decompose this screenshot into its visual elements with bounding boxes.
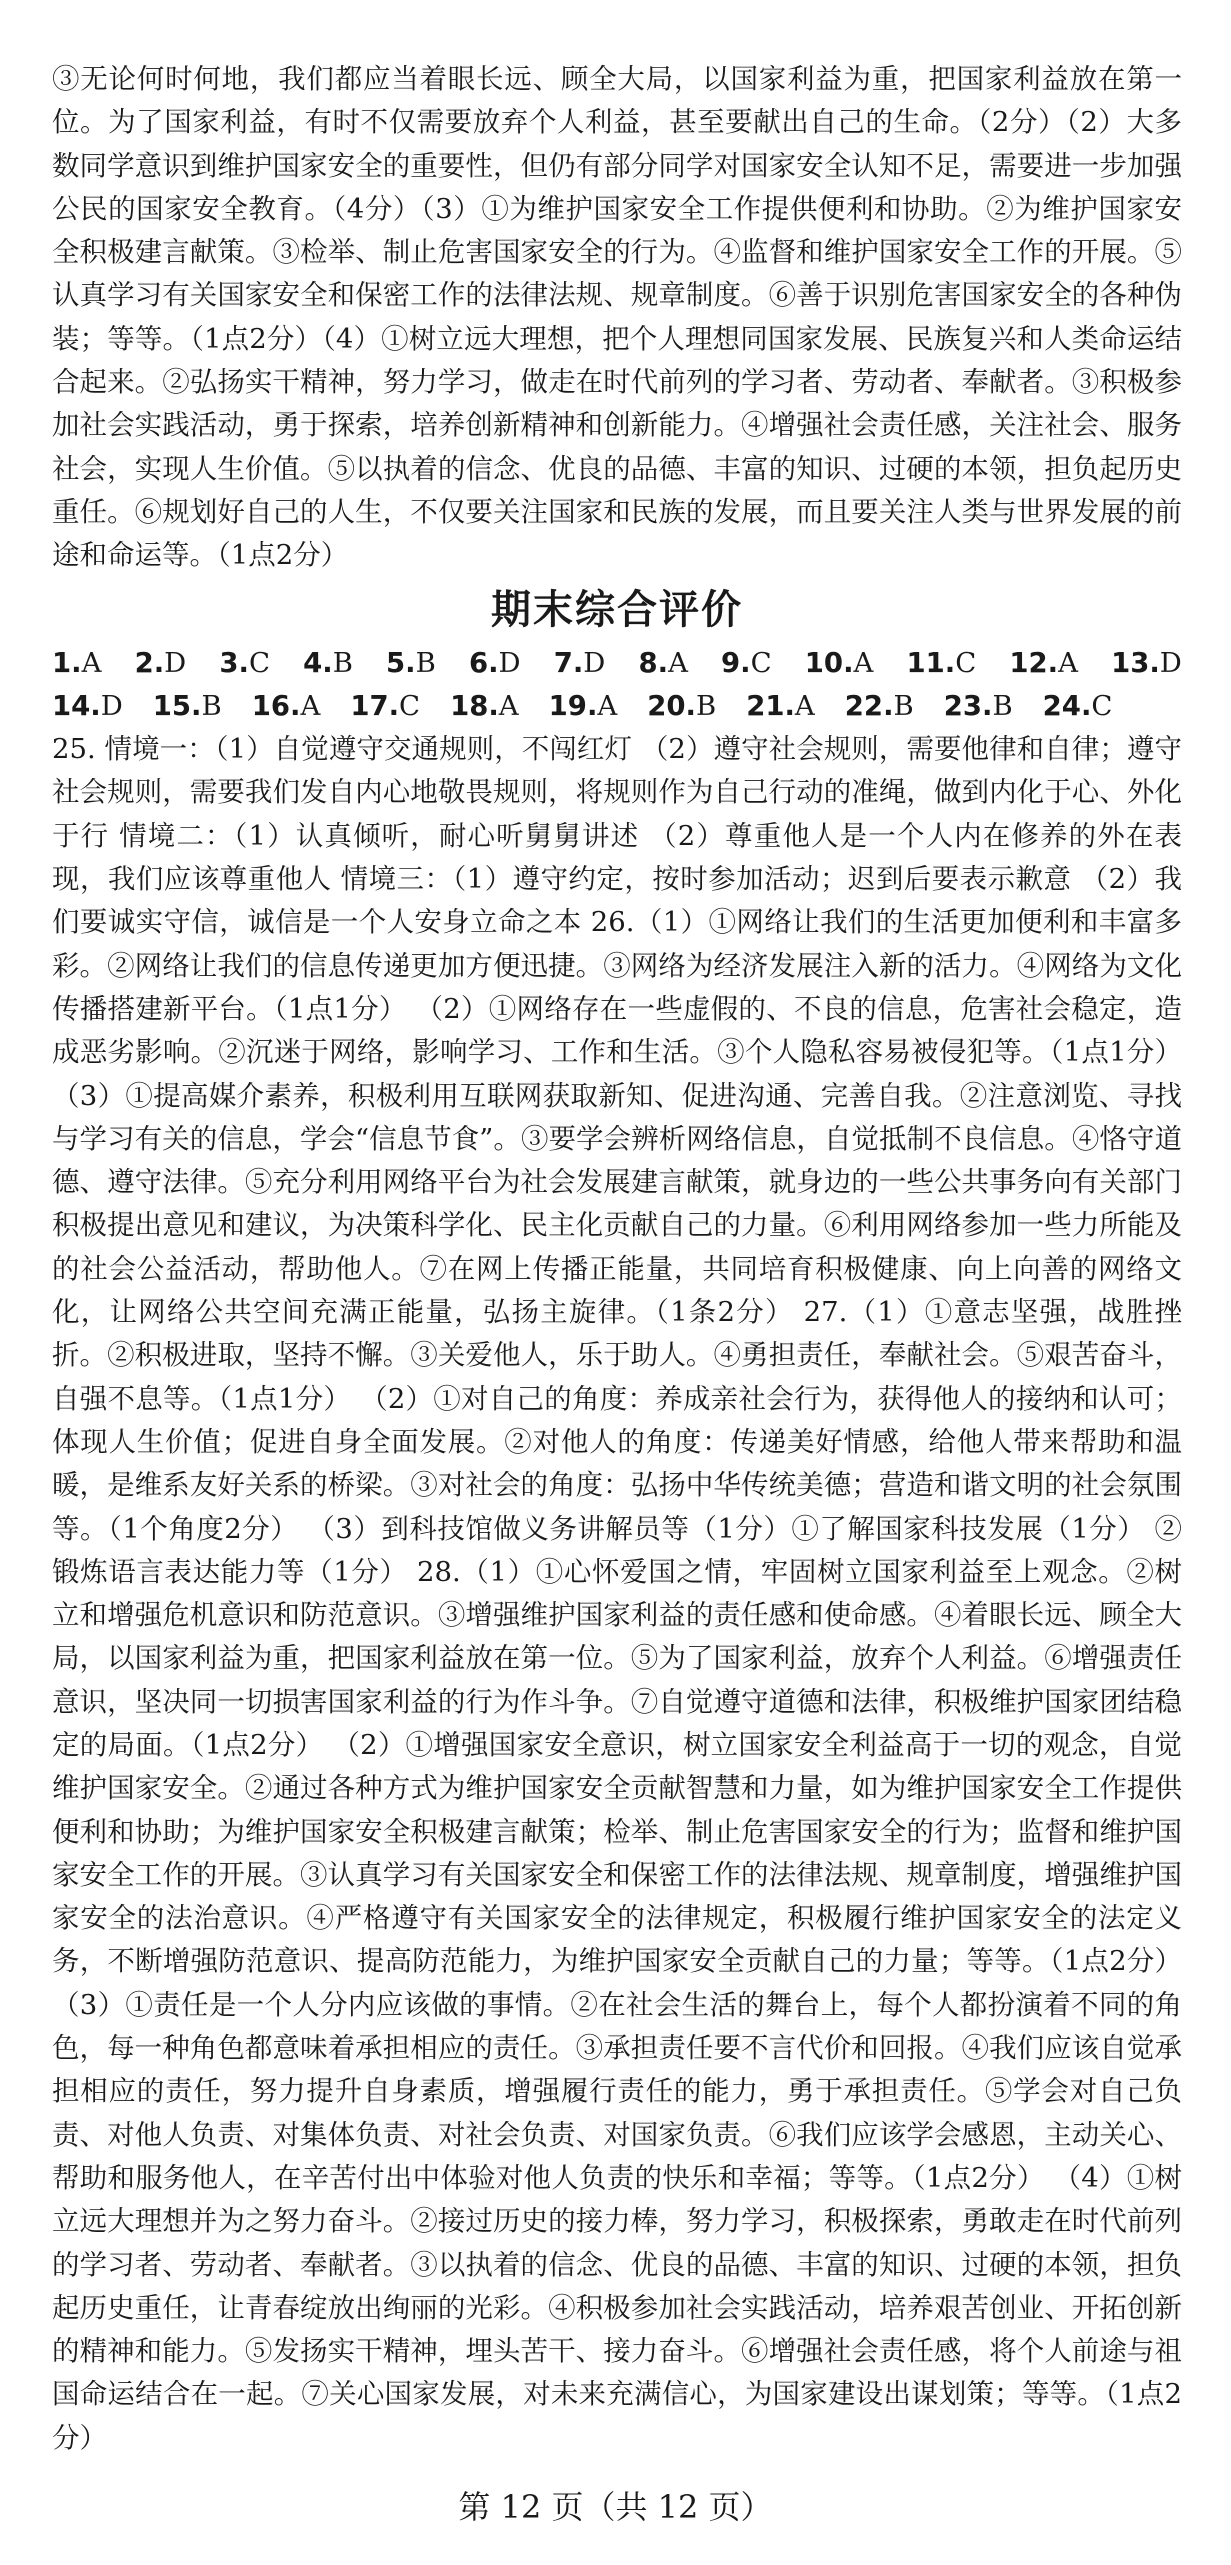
answer-letter: D bbox=[583, 646, 606, 679]
choice-answer bbox=[746, 685, 815, 728]
answer-letter: A bbox=[668, 646, 688, 679]
answer-letter: C bbox=[750, 646, 772, 679]
answer-letter: B bbox=[893, 689, 914, 722]
answer-letter: B bbox=[415, 646, 436, 679]
answer-letter: A bbox=[794, 689, 815, 722]
answer-letter: C bbox=[955, 646, 977, 679]
answer-letter: A bbox=[300, 689, 321, 722]
choice-row-2 bbox=[52, 685, 1182, 728]
choice-answer bbox=[219, 642, 270, 685]
section-title: 期末综合评价 bbox=[491, 586, 743, 633]
choice-answer bbox=[303, 642, 353, 685]
top-paragraph: ③无论何时何地，我们都应当着眼长远、顾全大局，以国家利益为重，把国家利益放在第一位。为了国家利益，有时不仅需要放弃个人利益，甚至要献出自己的生命。（2分）（2）大多数同学意识到维护国家安全的重要性，但仍有部分同学对国家安全认知不足，需要进一步加强公民的国家安全教育。（4分）（3）①为维护国家安全工作提供便利和协助。②为维护国家安全积极建言献策。③检举、制止危害国家安全的行为。④监督和维护国家安全工作的开展。⑤认真学习有关国家安全和保密工作的法律法规、规章制度。⑥善于识别危害国家安全的各种伪装；等等。（1点2分）（4）①树立远大理想，把个人理想同国家发展、民族复兴和人类命运结合起来。②弘扬实干精神，努力学习，做走在时代前列的学习者、劳动者、奉献者。③积极参加社会实践活动，勇于探索，培养创新精神和创新能力。④增强社会责任感，关注社会、服务社会，实现人生价值。⑤以执着的信念、优良的品德、丰富的知识、过硬的本领，担负起历史重任。⑥规划好自己的人生，不仅要关注国家和民族的发展，而且要关注人类与世界发展的前途和命运等。（1点2分） bbox=[52, 63, 1182, 572]
answer-letter: C bbox=[399, 689, 421, 722]
main-paragraph: 25. 情境一：（1）自觉遵守交通规则，不闯红灯 （2）遵守社会规则，需要他律和自律；遵守社会规则，需要我们发自内心地敬畏规则，将规则作为自己行动的准绳，做到内化于心、外化于行 情境二：（1）认真倾听，耐心听舅舅讲述 （2）尊重他人是一个人内在修养的外在表现，我们应该尊重他人 情境三：（1）遵守约定，按时参加活动；迟到后要表示歉意 （2）我们要诚实守信，诚信是一个人安身立命之本 26.（1）①网络让我们的生活更加便利和丰富多彩。②网络让我们的信息传递更加方便迅捷。③网络为经济发展注入新的活力。④网络为文化传播搭建新平台。（1点1分） （2）①网络存在一些虚假的、不良的信息，危害社会稳定，造成恶劣影响。②沉迷于网络，影响学习、工作和生活。③个人隐私容易被侵犯等。（1点1分） （3）①提高媒介素养，积极利用互联网获取新知、促进沟通、完善自我。②注意浏览、寻找与学习有关的信息，学会“信息节食”。③要学会辨析网络信息，自觉抵制不良信息。④恪守道德、遵守法律。⑤充分利用网络平台为社会发展建言献策，就身边的一些公共事务向有关部门积极提出意见和建议，为决策科学化、民主化贡献自己的力量。⑥利用网络参加一些力所能及的社会公益活动，帮助他人。⑦在网上传播正能量，共同培育积极健康、向上向善的网络文化，让网络公共空间充满正能量，弘扬主旋律。（1条2分） 27.（1）①意志坚强，战胜挫折。②积极进取，坚持不懈。③关爱他人，乐于助人。④勇担责任，奉献社会。⑤艰苦奋斗，自强不息等。（1点1分） （2）①对自己的角度：养成亲社会行为，获得他人的接纳和认可；体现人生价值；促进自身全面发展。②对他人的角度：传递美好情感，给他人带来帮助和温暖，是维系友好关系的桥梁。③对社会的角度：弘扬中华传统美德；营造和谐文明的社会氛围等。（1个角度2分） （3）到科技馆做义务讲解员等（1分）①了解国家科技发展（1分） ②锻炼语言表达能力等（1分） 28.（1）①心怀爱国之情，牢固树立国家利益至上观念。②树立和增强危机意识和防范意识。③增强维护国家利益的责任感和使命感。④着眼长远、顾全大局，以国家利益为重，把国家利益放在第一位。⑤为了国家利益，放弃个人利益。⑥增强责任意识，坚决同一切损害国家利益的行为作斗争。⑦自觉遵守道德和法律，积极维护国家团结稳定的局面。（1点2分） （2）①增强国家安全意识，树立国家安全利益高于一切的观念，自觉维护国家安全。②通过各种方式为维护国家安全贡献智慧和力量，如为维护国家安全工作提供便利和协助；为维护国家安全积极建言献策；检举、制止危害国家安全的行为；监督和维护国家安全工作的开展。③认真学习有关国家安全和保密工作的法律法规、规章制度，增强维护国家安全的法治意识。④严格遵守有关国家安全的法律规定，积极履行维护国家安全的法定义务，不断增强防范意识、提高防范能力，为维护国家安全贡献自己的力量；等等。（1点2分） （3）①责任是一个人分内应该做的事情。②在社会生活的舞台上，每个人都扮演着不同的角色，每一种角色都意味着承担相应的责任。③承担责任要不言代价和回报。④我们应该自觉承担相应的责任，努力提升自身素质，增强履行责任的能力，勇于承担责任。⑤学会对自己负责、对他人负责、对集体负责、对社会负责、对国家负责。⑥我们应该学会感恩，主动关心、帮助和服务他人，在辛苦付出中体验对他人负责的快乐和幸福；等等。（1点2分） （4）①树立远大理想并为之努力奋斗。②接过历史的接力棒，努力学习，积极探索，勇敢走在时代前列的学习者、劳动者、奉献者。③以执着的信念、优良的品德、丰富的知识、过硬的本领，担负起历史重任，让青春绽放出绚丽的光彩。④积极参加社会实践活动，培养艰苦创业、开拓创新的精神和能力。⑤发扬实干精神，埋头苦干、接力奋斗。⑥增强社会责任感，将个人前途与祖国命运结合在一起。⑦关心国家发展，对未来充满信心，为国家建设出谋划策；等等。（1点2分） bbox=[52, 733, 1182, 2454]
question-number: 11. bbox=[906, 646, 956, 679]
question-number: 9. bbox=[721, 646, 751, 679]
choice-answer bbox=[721, 642, 772, 685]
choice-answer bbox=[52, 685, 123, 728]
answer-letter: A bbox=[597, 689, 618, 722]
answer-letter: B bbox=[695, 689, 717, 722]
question-number: 21. bbox=[746, 689, 795, 722]
question-number: 23. bbox=[943, 689, 993, 722]
question-number: 24. bbox=[1042, 689, 1092, 722]
choice-answer bbox=[845, 685, 914, 728]
question-number: 3. bbox=[219, 646, 249, 679]
choice-row-1 bbox=[52, 642, 1182, 685]
choice-answer bbox=[944, 685, 1013, 728]
answer-letter: A bbox=[81, 646, 102, 679]
choice-answer bbox=[450, 685, 519, 728]
answer-letter: B bbox=[201, 689, 222, 722]
question-number: 5. bbox=[386, 646, 416, 679]
question-number: 16. bbox=[251, 689, 301, 722]
question-number: 8. bbox=[638, 646, 669, 679]
choice-answer bbox=[52, 642, 101, 685]
choice-answer bbox=[1111, 642, 1182, 685]
choice-answer bbox=[386, 642, 436, 685]
question-number: 14. bbox=[52, 689, 101, 722]
choice-answer bbox=[907, 642, 977, 685]
question-number: 20. bbox=[647, 689, 696, 722]
question-number: 12. bbox=[1009, 646, 1059, 679]
answer-letter: C bbox=[248, 646, 270, 679]
question-number: 15. bbox=[152, 689, 202, 722]
answer-letter: D bbox=[164, 646, 187, 679]
question-number: 13. bbox=[1111, 646, 1160, 679]
answer-letter: C bbox=[1091, 689, 1113, 722]
page-footer: 第 12 页（共 12 页） bbox=[458, 2488, 773, 2526]
question-number: 18. bbox=[450, 689, 499, 722]
choice-answer bbox=[549, 685, 618, 728]
choice-answer bbox=[135, 642, 187, 685]
choice-answer bbox=[350, 685, 420, 728]
choice-answer bbox=[1043, 685, 1113, 728]
choice-answer bbox=[805, 642, 874, 685]
choice-answer bbox=[638, 642, 687, 685]
answer-letter: A bbox=[498, 689, 519, 722]
choice-answer bbox=[252, 685, 321, 728]
choice-answer bbox=[554, 642, 606, 685]
question-number: 19. bbox=[548, 689, 598, 722]
question-number: 10. bbox=[804, 646, 854, 679]
question-number: 17. bbox=[350, 689, 400, 722]
answer-page bbox=[52, 58, 1182, 2460]
question-number: 2. bbox=[134, 646, 165, 679]
choice-answers bbox=[52, 642, 1182, 729]
answer-letter: B bbox=[992, 689, 1013, 722]
answer-letter: B bbox=[332, 646, 353, 679]
question-number: 1. bbox=[52, 646, 82, 679]
question-number: 6. bbox=[468, 646, 499, 679]
choice-answer bbox=[1009, 642, 1078, 685]
choice-answer bbox=[153, 685, 222, 728]
question-number: 7. bbox=[553, 646, 584, 679]
choice-answer bbox=[647, 685, 716, 728]
answer-letter: D bbox=[100, 689, 123, 722]
question-number: 4. bbox=[303, 646, 333, 679]
answer-letter: D bbox=[498, 646, 521, 679]
question-number: 22. bbox=[844, 689, 894, 722]
answer-letter: A bbox=[853, 646, 874, 679]
answer-letter: D bbox=[1159, 646, 1182, 679]
choice-answer bbox=[469, 642, 521, 685]
answer-letter: A bbox=[1058, 646, 1078, 679]
